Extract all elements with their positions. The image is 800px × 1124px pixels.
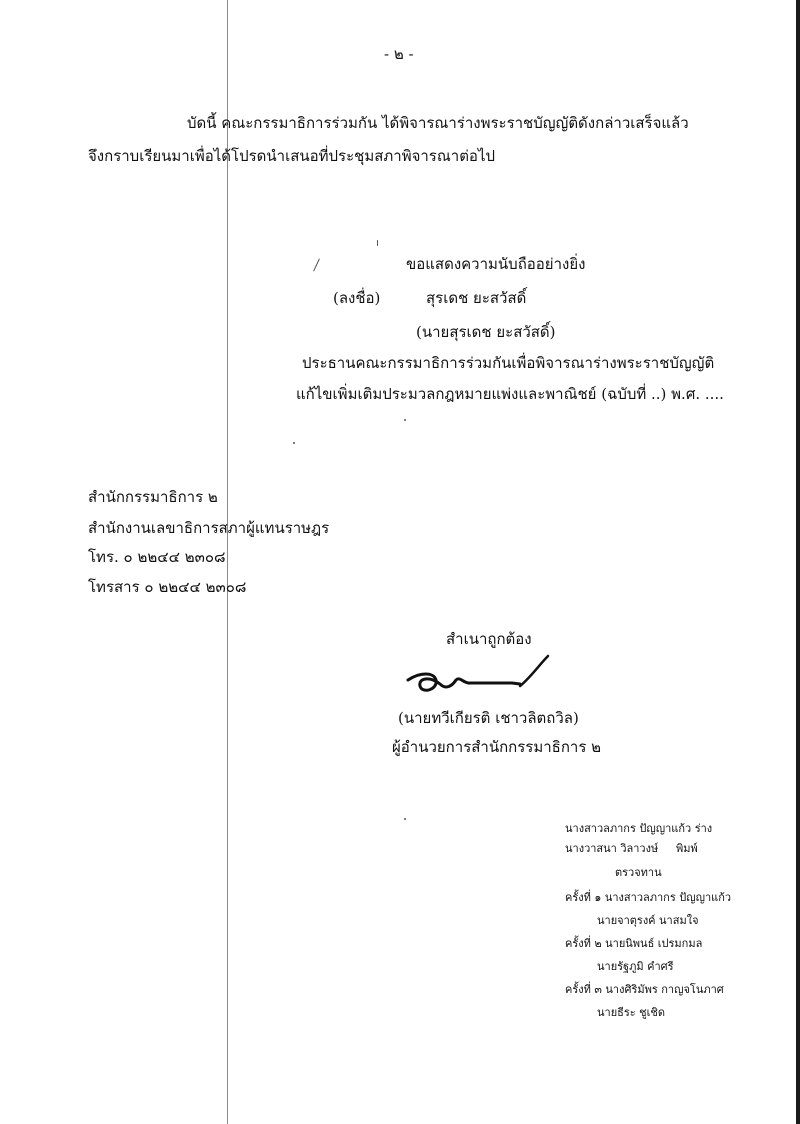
body-paragraph-line-2: จึงกราบเรียนมาเพื่อได้โปรดนำเสนอที่ประชุมสภาพิจารณาต่อไป bbox=[88, 147, 496, 165]
salutation: ขอแสดงความนับถืออย่างยิ่ง bbox=[406, 255, 586, 273]
office-telephone: โทร. ๐ ๒๒๔๔ ๒๓๐๘ bbox=[88, 548, 226, 566]
office-name: สำนักกรรมาธิการ ๒ bbox=[88, 488, 218, 506]
staff-round-1-second: นายจาตุรงค์ นาสมใจ bbox=[597, 914, 699, 927]
body-paragraph-line-1: บัดนี้ คณะกรรมาธิการร่วมกัน ได้พิจารณาร่างพระราชบัญญัติดังกล่าวเสร็จแล้ว bbox=[187, 114, 689, 132]
staff-round-3-second: นายธีระ ชูเชิด bbox=[597, 1006, 666, 1019]
certified-copy-label: สำเนาถูกต้อง bbox=[446, 630, 532, 648]
staff-typist-role: พิมพ์ bbox=[676, 842, 698, 855]
scan-fold-line bbox=[227, 0, 228, 1124]
scan-speck bbox=[404, 818, 406, 820]
staff-round-2-second: นายรัฐภูมิ คำศรี bbox=[597, 960, 674, 973]
scan-edge bbox=[796, 0, 800, 1124]
staff-round-2: ครั้งที่ ๒ นายนิพนธ์ เปรมกมล bbox=[565, 937, 703, 950]
signer-title-line-2: แก้ไขเพิ่มเติมประมวลกฎหมายแพ่งและพาณิชย์ (ฉบับที่ ..) พ.ศ. .... bbox=[296, 385, 724, 403]
staff-round-3: ครั้งที่ ๓ นางศิริมัพร กาญจโนภาศ bbox=[565, 983, 724, 996]
signer-title-line-1: ประธานคณะกรรมาธิการร่วมกันเพื่อพิจารณาร่างพระราชบัญญัติ bbox=[302, 354, 715, 372]
certifier-name: (นายทวีเกียรติ เชาวลิตถวิล) bbox=[398, 709, 579, 727]
page-number: - ๒ - bbox=[384, 45, 414, 63]
staff-round-1: ครั้งที่ ๑ นางสาวลภากร ปัญญาแก้ว bbox=[565, 891, 732, 904]
office-fax: โทรสาร ๐ ๒๒๔๔ ๒๓๐๘ bbox=[88, 578, 247, 596]
staff-typist-name: นางวาสนา วิลาวงษ์ bbox=[565, 842, 659, 855]
scan-speck bbox=[404, 419, 406, 421]
handwritten-signature bbox=[400, 650, 560, 705]
staff-proofread-label: ตรวจทาน bbox=[615, 866, 662, 879]
scan-speck bbox=[377, 240, 378, 246]
certifier-position: ผู้อำนวยการสำนักกรรมาธิการ ๒ bbox=[392, 738, 602, 756]
signer-name-parenthetical: (นายสุรเดช ยะสวัสดิ์) bbox=[416, 323, 556, 341]
sign-label: (ลงชื่อ) bbox=[333, 289, 381, 307]
office-parent: สำนักงานเลขาธิการสภาผู้แทนราษฎร bbox=[88, 519, 330, 537]
signer-name: สุรเดช ยะสวัสดิ์ bbox=[426, 289, 527, 307]
scan-speck bbox=[313, 258, 320, 271]
scan-speck bbox=[293, 442, 295, 444]
staff-drafter: นางสาวลภากร ปัญญาแก้ว ร่าง bbox=[565, 822, 713, 835]
